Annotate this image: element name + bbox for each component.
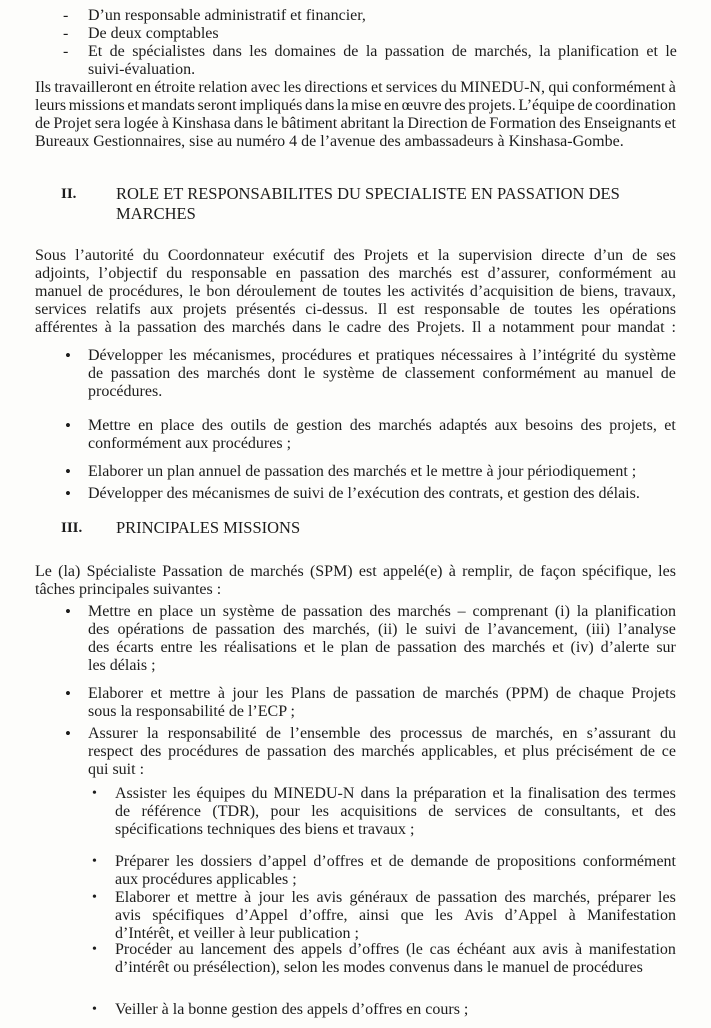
bullet-line: conformément aux procédures ; — [88, 435, 292, 452]
bullet-line: Elaborer et mettre à jour les Plans de passation de marchés (PPM) de chaque Projets — [88, 685, 676, 702]
paragraph-line: de Projet sera logée à Kinshasa dans le bâtiment abritant la Direction de Formation des Enseignants et — [35, 115, 676, 132]
sub-bullet-line: Préparer les dossiers d’appel d’offres et de demande de propositions conformément — [115, 853, 676, 870]
list-item: De deux comptables — [88, 25, 219, 42]
paragraph-line: Le (la) Spécialiste Passation de marchés (SPM) est appelé(e) à remplir, de façon spécifique, les — [35, 563, 676, 580]
bullet-line: qui suit : — [88, 761, 145, 778]
sub-bullet-marker: • — [92, 786, 97, 801]
sub-bullet-line: Elaborer et mettre à jour les avis généraux de passation des marchés, préparer les — [115, 889, 676, 906]
sub-bullet-line: Procéder au lancement des appels d’offres (le cas échéant aux avis à manifestation — [115, 941, 676, 958]
paragraph-line: Bureaux Gestionnaires, sise au numéro 4 de l’avenue des ambassadeurs à Kinshasa-Gombe. — [35, 133, 624, 150]
bullet-marker: • — [65, 484, 71, 503]
dash-marker: - — [63, 25, 69, 42]
bullet-line: Développer des mécanismes de suivi de l’exécution des contrats, et gestion des délais. — [88, 485, 640, 502]
list-item: suivi-évaluation. — [88, 61, 196, 78]
dash-marker: - — [63, 43, 69, 60]
sub-bullet-line: d’Intérêt, et veiller à leur publication ; — [115, 925, 359, 942]
bullet-line: Assurer la responsabilité de l’ensemble des processus de marchés, en s’assurant du — [88, 725, 676, 742]
bullet-line: des écarts entre les réalisations et le plan de passation des marchés et (iv) d’alerte sur — [88, 639, 676, 656]
sub-bullet-line: Assister les équipes du MINEDU-N dans la préparation et la finalisation des termes — [115, 785, 676, 802]
bullet-line: sous la responsabilité de l’ECP ; — [88, 703, 295, 720]
sub-bullet-line: de référence (TDR), pour les acquisitions de services de consultants, et des — [115, 803, 676, 820]
section-title: MARCHES — [116, 204, 196, 223]
bullet-line: procédures. — [88, 383, 163, 400]
sub-bullet-line: spécifications techniques des biens et travaux ; — [115, 821, 415, 838]
bullet-marker: • — [65, 346, 71, 365]
paragraph-line: adjoints, l’objectif du responsable en passation des marchés est d’assurer, conformément au — [35, 265, 676, 282]
paragraph-line: manuel de procédures, le bon déroulement de toutes les activités d’acquisition de biens, travaux, — [35, 283, 676, 300]
dash-marker: - — [63, 7, 69, 24]
bullet-line: respect des procédures de passation des marchés applicables, et plus précisément de ce — [88, 743, 676, 760]
paragraph-line: leurs missions et mandats seront impliqués dans la mise en œuvre des projets. L’équipe de coordination — [35, 97, 676, 114]
paragraph-line: Ils travailleront en étroite relation avec les directions et services du MINEDU-N, qui conformément à — [35, 79, 676, 96]
bullet-line: Mettre en place des outils de gestion des marchés adaptés aux besoins des projets, et — [88, 417, 676, 434]
bullet-line: de passation des marchés dont le système de classement conformément au manuel de — [88, 365, 676, 382]
paragraph-line: tâches principales suivantes : — [35, 581, 222, 598]
paragraph-line: afférentes à la passation des marchés dans le cadre des Projets. Il a notamment pour mandat : — [35, 319, 676, 336]
bullet-line: Mettre en place un système de passation des marchés – comprenant (i) la planification — [88, 603, 676, 620]
bullet-line: les délais ; — [88, 657, 156, 674]
paragraph-line: services relatifs aux projets présentés ci-dessus. Il est responsable de toutes les opérations — [35, 301, 676, 318]
section-number: II. — [61, 186, 77, 202]
bullet-marker: • — [65, 724, 71, 743]
bullet-line: des opérations de passation des marchés, (ii) le suivi de l’avancement, (iii) l’analyse — [88, 621, 676, 638]
sub-bullet-line: d’intérêt ou présélection), selon les modes convenus dans le manuel de procédures — [115, 959, 643, 976]
bullet-marker: • — [65, 684, 71, 703]
sub-bullet-marker: • — [92, 854, 97, 869]
sub-bullet-marker: • — [92, 1002, 97, 1017]
paragraph-line: Sous l’autorité du Coordonnateur exécutif des Projets et la supervision directe d’un de ses — [35, 247, 676, 264]
sub-bullet-line: aux procédures applicables ; — [115, 871, 297, 888]
section-number: III. — [61, 520, 83, 536]
sub-bullet-line: avis spécifiques d’Appel d’offre, ainsi que les Avis d’Appel à Manifestation — [115, 907, 676, 924]
bullet-line: Développer les mécanismes, procédures et pratiques nécessaires à l’intégrité du système — [88, 347, 676, 364]
section-title: PRINCIPALES MISSIONS — [116, 518, 301, 537]
section-title: ROLE ET RESPONSABILITES DU SPECIALISTE EN PASSATION DES — [116, 184, 620, 203]
list-item: D’un responsable administratif et financier, — [88, 7, 366, 24]
bullet-marker: • — [65, 462, 71, 481]
bullet-marker: • — [65, 416, 71, 435]
sub-bullet-line: Veiller à la bonne gestion des appels d’offres en cours ; — [115, 1001, 469, 1018]
bullet-line: Elaborer un plan annuel de passation des marchés et le mettre à jour périodiquement ; — [88, 463, 637, 480]
bullet-marker: • — [65, 602, 71, 621]
sub-bullet-marker: • — [92, 890, 97, 905]
sub-bullet-marker: • — [92, 942, 97, 957]
list-item: Et de spécialistes dans les domaines de la passation de marchés, la planification et le — [88, 43, 677, 60]
